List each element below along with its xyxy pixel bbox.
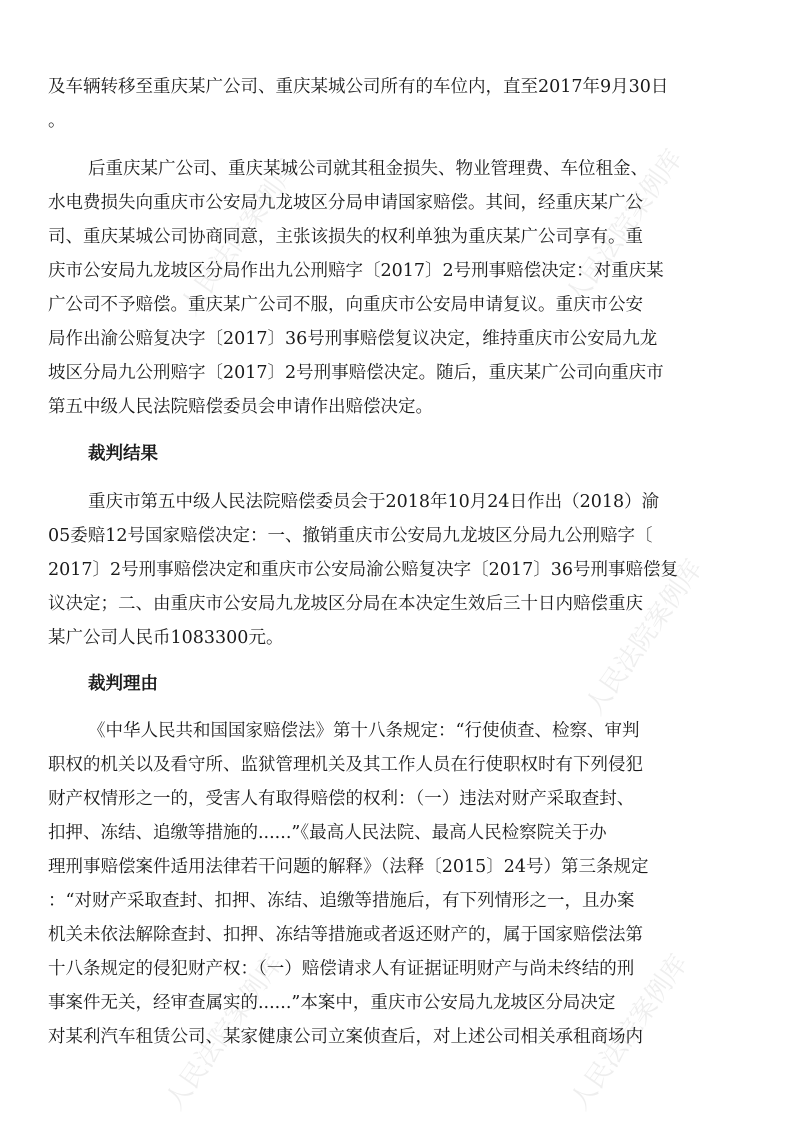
paragraph-line: 05委赔12号国家赔偿决定：一、撤销重庆市公安局九龙坡区分局九公刑赔字〔 [48,526,653,546]
watermark: 人民法院案例库 [159,949,289,1116]
paragraph-line: 。 [48,111,66,131]
watermark: 人民法院案例库 [559,144,689,311]
paragraph-line: 水电费损失向重庆市公安局九龙坡区分局申请国家赔偿。其间，经重庆某广公 [48,193,643,213]
paragraph-line: 对某利汽车租赁公司、某家健康公司立案侦查后，对上述公司相关承租商场内 [48,1027,643,1047]
paragraph-line: 议决定；二、由重庆市公安局九龙坡区分局在本决定生效后三十日内赔偿重庆 [48,594,643,614]
paragraph-line: 《中华人民共和国国家赔偿法》第十八条规定：“行使侦查、检察、审判 [88,721,640,741]
paragraph-line: 局作出渝公赔复决字〔2017〕36号刑事赔偿复议决定，维持重庆市公安局九龙 [48,329,658,349]
watermark: 人民法院案例库 [174,154,304,321]
paragraph-line: ：“对财产采取查封、扣押、冻结、追缴等措施后，有下列情形之一，且办案 [48,891,635,911]
paragraph-line: 扣押、冻结、追缴等措施的......”《最高人民法院、最高人民检察院关于办 [48,823,607,843]
paragraph-line: 广公司不予赔偿。重庆某广公司不服，向重庆市公安局申请复议。重庆市公安 [48,295,643,315]
paragraph-line: 机关未依法解除查封、扣押、冻结等措施或者返还财产的，属于国家赔偿法第 [48,925,643,945]
paragraph-line: 庆市公安局九龙坡区分局作出九公刑赔字〔2017〕2号刑事赔偿决定：对重庆某 [48,261,664,281]
paragraph-line: 及车辆转移至重庆某广公司、重庆某城公司所有的车位内，直至2017年9月30日 [48,77,669,97]
section-heading-reasoning: 裁判理由 [88,674,158,694]
paragraph-line: 某广公司人民币1083300元。 [48,628,284,648]
watermark: 人民法院案例库 [579,554,709,721]
paragraph-line: 坡区分局九公刑赔字〔2017〕2号刑事赔偿决定。随后，重庆某广公司向重庆市 [48,363,664,383]
paragraph-line: 司、重庆某城公司协商同意，主张该损失的权利单独为重庆某广公司享有。重 [48,227,643,247]
section-heading-result: 裁判结果 [88,444,158,464]
paragraph-line: 事案件无关，经审查属实的......”本案中，重庆市公安局九龙坡区分局决定 [48,993,616,1013]
paragraph-line: 后重庆某广公司、重庆某城公司就其租金损失、物业管理费、车位租金、 [88,159,648,179]
paragraph-line: 职权的机关以及看守所、监狱管理机关及其工作人员在行使职权时有下列侵犯 [48,755,643,775]
paragraph-line: 财产权情形之一的，受害人有取得赔偿的权利：（一）违法对财产采取查封、 [48,789,635,809]
paragraph-line: 十八条规定的侵犯财产权：（一）赔偿请求人有证据证明财产与尚未终结的刑 [48,959,635,979]
paragraph-line: 2017〕2号刑事赔偿决定和重庆市公安局渝公赔复决字〔2017〕36号刑事赔偿复 [48,560,678,580]
paragraph-line: 第五中级人民法院赔偿委员会申请作出赔偿决定。 [48,397,433,417]
paragraph-line: 重庆市第五中级人民法院赔偿委员会于2018年10月24日作出（2018）渝 [88,492,660,512]
watermark: 人民法院案例库 [564,949,694,1116]
paragraph-line: 理刑事赔偿案件适用法律若干问题的解释》（法释〔2015〕24号）第三条规定 [48,857,649,877]
